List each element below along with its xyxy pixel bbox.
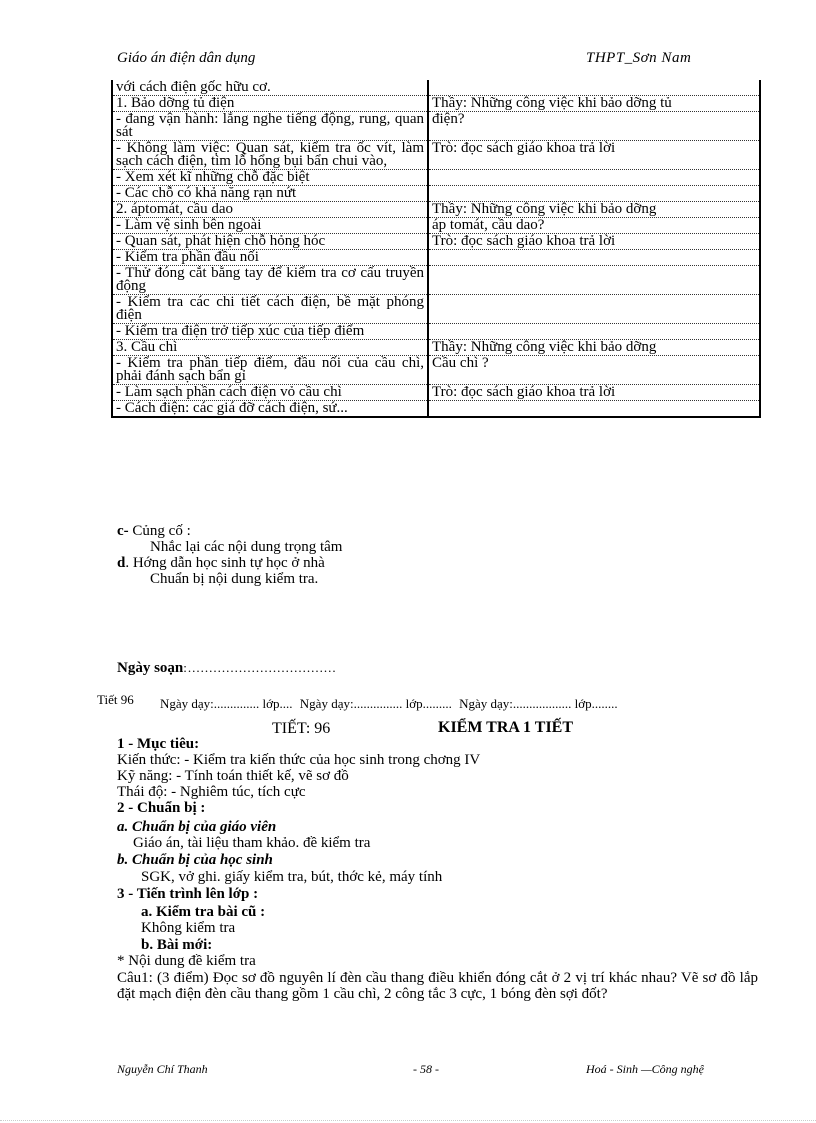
- header-right: THPT_Sơn Nam: [586, 50, 692, 66]
- cungco-section: [117, 523, 191, 539]
- table-row: [112, 266, 760, 295]
- table-cell-activity: Trò: đọc sách giáo khoa trả lời: [428, 385, 760, 401]
- table-cell-content: - Quan sát, phát hiện chỗ hỏng hóc: [112, 234, 428, 250]
- gv-title: a. Chuẩn bị của giáo viên: [117, 819, 277, 835]
- table-cell-content: - Làm sạch phần cách điện vỏ cầu chì: [112, 385, 428, 401]
- table-cell-activity: [428, 170, 760, 186]
- table-cell-activity: [428, 401, 760, 418]
- lop-2: lớp.........: [405, 696, 452, 711]
- table-row: [112, 324, 760, 340]
- hs-title: b. Chuẩn bị của học sinh: [117, 852, 273, 868]
- table-cell-activity: [428, 295, 760, 324]
- table-row: [112, 141, 760, 170]
- table-cell-content: - Kiểm tra phần tiếp điểm, đầu nối của cầu chì, phải đánh sạch bẩn gỉ: [112, 356, 428, 385]
- table-row: [112, 234, 760, 250]
- table-cell-content: - Làm vệ sinh bên ngoài: [112, 218, 428, 234]
- ktbc-text: Không kiểm tra: [141, 920, 236, 936]
- bai-moi: b. Bài mới:: [141, 937, 213, 953]
- table-cell-activity: áp tomát, cầu dao?: [428, 218, 760, 234]
- table-cell-activity: [428, 186, 760, 202]
- table-cell-activity: [428, 266, 760, 295]
- kien-thuc: Kiến thức: - Kiểm tra kiến thức của học sinh trong chơng IV: [117, 752, 481, 768]
- table-cell-activity: [428, 80, 760, 96]
- table-cell-activity: Thầy: Những công việc khi bảo dỡng: [428, 340, 760, 356]
- tiet-label: Tiết 96: [97, 692, 134, 707]
- muc-tieu: 1 - Mục tiêu:: [117, 736, 200, 752]
- ngay-day-line: [160, 696, 760, 712]
- ngay-day-1: Ngày dạy:..............: [160, 696, 260, 711]
- chuan-bi: 2 - Chuẩn bị :: [117, 800, 206, 816]
- table-cell-content: - Kiểm tra điện trở tiếp xúc của tiếp điểm: [112, 324, 428, 340]
- table-cell-activity: Trò: đọc sách giáo khoa trả lời: [428, 234, 760, 250]
- table-row: [112, 385, 760, 401]
- huongdan-section: [117, 555, 325, 571]
- table-cell-content: với cách điện gốc hữu cơ.: [112, 80, 428, 96]
- ngay-soan-dots: :...................................: [183, 660, 337, 675]
- table-row: [112, 202, 760, 218]
- lop-3: lớp........: [574, 696, 618, 711]
- cungco-title: Củng cố :: [132, 523, 191, 539]
- table-row: [112, 250, 760, 266]
- lop-1: lớp....: [262, 696, 293, 711]
- tiet-line: [97, 692, 134, 708]
- table-row: [112, 186, 760, 202]
- tien-trinh: 3 - Tiến trình lên lớp :: [117, 886, 259, 902]
- table-cell-activity: Thầy: Những công việc khi bảo dỡng: [428, 202, 760, 218]
- huongdan-text: Chuẩn bị nội dung kiểm tra.: [150, 571, 319, 587]
- table-row: [112, 295, 760, 324]
- table-row: [112, 340, 760, 356]
- table-cell-content: - Kiểm tra phần đầu nối: [112, 250, 428, 266]
- huongdan-title: . Hớng dẫn học sinh tự học ở nhà: [125, 555, 325, 571]
- table-cell-activity: Trò: đọc sách giáo khoa trả lời: [428, 141, 760, 170]
- huongdan-label: d: [117, 555, 126, 571]
- table-cell-activity: Cầu chì ?: [428, 356, 760, 385]
- noi-dung: * Nội dung đề kiểm tra: [117, 953, 256, 969]
- table-row: [112, 80, 760, 96]
- ngay-soan-label: Ngày soạn: [117, 660, 184, 676]
- table-row: [112, 356, 760, 385]
- thai-do: Thái độ: - Nghiêm túc, tích cực: [117, 784, 306, 800]
- lesson-table: [111, 80, 761, 418]
- table-cell-activity: [428, 250, 760, 266]
- cau-1: Câu1: (3 điểm) Đọc sơ đồ nguyên lí đèn cầu thang điều khiển đóng cắt ở 2 vị trí khác nhau? Vẽ sơ đồ lắp đặt mạch điện đèn cầu thang gồm 1 cầu chì, 2 công tắc 3 cực, 1 bóng đèn sợi đốt?: [117, 970, 758, 1002]
- table-row: [112, 112, 760, 141]
- table-cell-content: 3. Cầu chì: [112, 340, 428, 356]
- table-cell-content: - Các chỗ có khả năng rạn nứt: [112, 186, 428, 202]
- table-row: [112, 96, 760, 112]
- table-cell-content: - Cách điện: các giá đỡ cách điện, sứ...: [112, 401, 428, 418]
- header-left: Giáo án điện dân dụng: [117, 50, 256, 66]
- tiet-title: TIẾT: 96: [272, 720, 331, 737]
- footer-subject: Hoá - Sinh —Công nghệ: [586, 1062, 704, 1076]
- footer-page: - 58 -: [413, 1062, 439, 1076]
- gv-text: Giáo án, tài liệu tham khảo. đề kiểm tra: [133, 835, 371, 851]
- table-cell-content: - Xem xét kĩ những chỗ đặc biệt: [112, 170, 428, 186]
- table-row: [112, 170, 760, 186]
- cungco-text: Nhắc lại các nội dung trọng tâm: [150, 539, 343, 555]
- ngay-soan: [117, 660, 337, 676]
- exam-title: KIỂM TRA 1 TIẾT: [438, 719, 574, 736]
- table-cell-content: - Không làm việc: Quan sát, kiểm tra ốc vít, làm sạch cách điện, tìm lỗ hổng bụi bẩn chui vào,: [112, 141, 428, 170]
- ngay-day-2: Ngày dạy:...............: [299, 696, 403, 711]
- table-cell-activity: Thầy: Những công việc khi bảo dỡng tủ: [428, 96, 760, 112]
- table-row: [112, 401, 760, 418]
- table-row: [112, 218, 760, 234]
- table-cell-activity: [428, 324, 760, 340]
- ngay-day-3: Ngày dạy:..................: [459, 696, 572, 711]
- cungco-label: c-: [117, 523, 129, 539]
- ktbc: a. Kiểm tra bài cũ :: [141, 904, 266, 920]
- table-cell-content: - Kiểm tra các chi tiết cách điện, bề mặt phóng điện: [112, 295, 428, 324]
- footer-author: Nguyễn Chí Thanh: [117, 1062, 208, 1076]
- page-bottom-border: [0, 1120, 816, 1121]
- table-cell-content: - Thử đóng cắt bằng tay để kiểm tra cơ cấu truyền động: [112, 266, 428, 295]
- ky-nang: Kỹ năng: - Tính toán thiết kế, vẽ sơ đồ: [117, 768, 349, 784]
- hs-text: SGK, vở ghi. giấy kiểm tra, bút, thớc kẻ, máy tính: [141, 869, 443, 885]
- table-cell-content: 1. Bảo dỡng tủ điện: [112, 96, 428, 112]
- table-cell-content: 2. áptomát, cầu dao: [112, 202, 428, 218]
- table-cell-content: - đang vận hành: lắng nghe tiếng động, rung, quan sát: [112, 112, 428, 141]
- table-cell-activity: điện?: [428, 112, 760, 141]
